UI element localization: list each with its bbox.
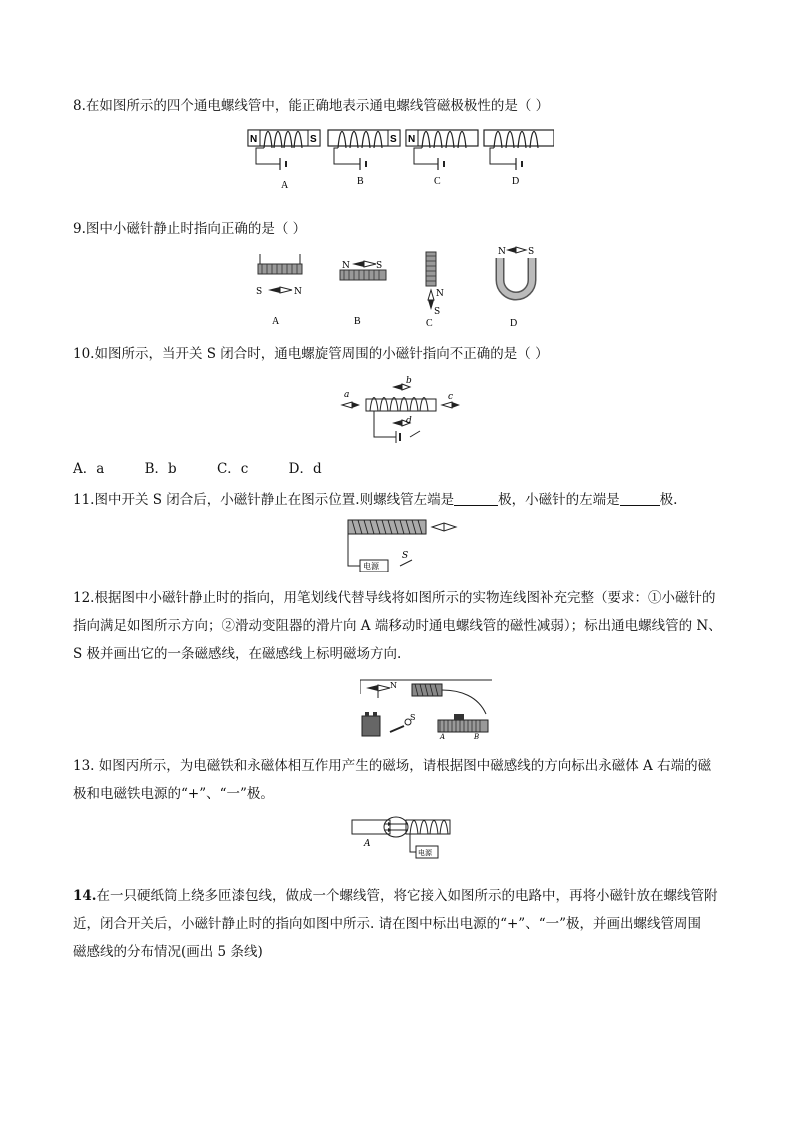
question-13-figure [350, 810, 456, 862]
needle-pole-label: N [342, 261, 350, 271]
question-11-text: 11.图中开关 S 闭合后，小磁针静止在图示位置.则螺线管左端是 极，小磁针的左端是 极. [73, 492, 678, 508]
choice-d[interactable]: D．d [288, 461, 322, 477]
solenoid-figure-a [248, 130, 320, 191]
needle-pole-label: S [434, 307, 441, 317]
question-12-figure [360, 676, 492, 740]
question-10-figure [340, 375, 464, 445]
question-14-text: 14.在一只硬纸筒上绕多匝漆包线，做成一个螺线管，将它接入如图所示的电路中，再将小磁针放在螺线管附 近，闭合开关后，小磁针静止时的指向如图中所示. 请在图中标出电源的“+”、“一”极，并画出螺线管周围 磁感线的分布情况(画出 5 条线) [73, 888, 718, 960]
question-8-text: 8.在如图所示的四个通电螺线管中，能正确地表示通电螺线管磁极极性的是（ ） [73, 98, 550, 114]
rheostat-terminal-a: A [440, 733, 446, 740]
solenoid-figure-b [328, 130, 400, 187]
needle-pole-label: N [436, 289, 444, 299]
choice-b[interactable]: B．b [144, 461, 177, 477]
power-source-label: 电源 [418, 849, 432, 857]
magnet-figure-c [426, 252, 444, 329]
needle-pole-label: S [528, 247, 535, 257]
pole-label: S [390, 134, 397, 145]
question-11-figure [344, 516, 462, 572]
needle-pole-label: N [390, 681, 397, 690]
solenoid-figure-d [484, 130, 554, 187]
answer-blank-2[interactable] [620, 492, 660, 507]
rheostat-terminal-b: B [474, 733, 480, 740]
needle-label-d: d [406, 416, 412, 426]
figure-caption: B [354, 316, 361, 327]
question-14-number: 14. [73, 888, 97, 904]
permanent-magnet-label: A [364, 839, 371, 849]
needle-pole-label: N [498, 247, 506, 257]
figure-caption: B [357, 176, 364, 187]
needle-label-c: c [448, 392, 454, 402]
figure-caption: A [281, 180, 289, 191]
magnet-figure-d [498, 247, 534, 329]
switch-label: S [410, 713, 416, 722]
needle-label-b: b [406, 376, 412, 386]
question-10-text: 10.如图所示，当开关 S 闭合时，通电螺旋管周围的小磁针指向不正确的是（ ） [73, 346, 549, 362]
magnet-figure-b [340, 261, 386, 327]
question-12-text: 12.根据图中小磁针静止时的指向，用笔划线代替导线将如图所示的实物连线图补充完整（要求：①小磁针的 指向满足如图所示方向；②滑动变阻器的滑片向 A 端移动时通电螺线管的磁性减弱）；标出通电螺线管的 N、 S 极并画出它的一条磁感线，在磁感线上标明磁场方向. [73, 590, 722, 662]
pole-label: S [310, 134, 317, 145]
magnet-figure-a [256, 254, 302, 327]
question-10-choices [73, 457, 358, 477]
needle-label-a: a [344, 390, 350, 400]
power-source-label: 电源 [363, 562, 379, 571]
solenoid-figure-c [406, 130, 478, 187]
choice-c[interactable]: C．c [216, 461, 249, 477]
pole-label: N [408, 134, 416, 145]
pole-label: N [250, 134, 258, 145]
question-8-figures [244, 126, 554, 192]
switch-label: S [402, 551, 409, 561]
question-9-text: 9.图中小磁针静止时指向正确的是（ ） [73, 221, 307, 237]
figure-caption: C [426, 318, 433, 329]
question-9-figures [252, 246, 552, 332]
figure-caption: D [510, 318, 518, 329]
question-13-text: 13. 如图丙所示，为电磁铁和永磁体相互作用产生的磁场，请根据图中磁感线的方向标出永磁体 A 右端的磁 极和电磁铁电源的“+”、“一”极。 [73, 758, 712, 802]
answer-blank-1[interactable] [454, 492, 498, 507]
choice-a[interactable]: A．a [73, 461, 105, 477]
needle-pole-label: S [256, 287, 263, 297]
needle-pole-label: N [294, 287, 302, 297]
figure-caption: C [434, 176, 441, 187]
figure-caption: A [272, 316, 280, 327]
needle-pole-label: S [376, 261, 383, 271]
figure-caption: D [512, 176, 520, 187]
